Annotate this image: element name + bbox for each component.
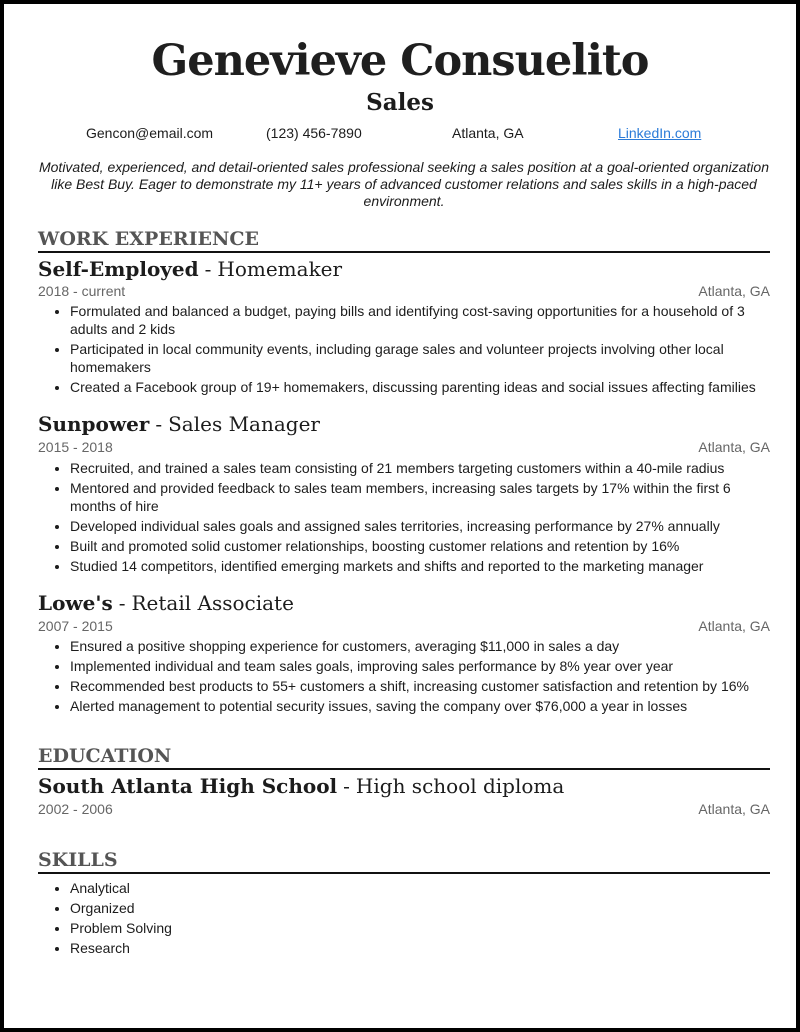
education-location: Atlanta, GA: [698, 801, 770, 817]
job-header: [38, 591, 770, 615]
list-item: • Research: [70, 939, 768, 957]
list-item: • Recruited, and trained a sales team consisting of 21 members targeting customers within a 40-mile radius: [70, 459, 768, 477]
job-bullets: [38, 637, 768, 717]
job-position: Retail Associate: [131, 591, 294, 615]
list-item: • Studied 14 competitors, identified emerging markets and shifts and reported to the marketing manager: [70, 557, 768, 575]
job-dates: 2007 - 2015: [38, 618, 113, 634]
job-header: [38, 412, 770, 436]
job-location: Atlanta, GA: [698, 618, 770, 634]
professional-summary: Motivated, experienced, and detail-oriented sales professional seeking a sales position at a goal-oriented organization like Best Buy. Eager to demonstrate my 11+ years of advanced customer relations and sales skills in a high-paced environment.: [38, 159, 769, 209]
list-item: • Mentored and provided feedback to sales team members, increasing sales targets by 17% within the first 6 months of hire: [70, 479, 768, 515]
job-location: Atlanta, GA: [698, 283, 770, 299]
job-company: Self-Employed: [38, 257, 199, 281]
job-dates: 2018 - current: [38, 283, 126, 299]
linkedin-link[interactable]: LinkedIn.com: [618, 125, 702, 141]
job-separator: -: [118, 591, 126, 615]
work-experience-heading: WORK EXPERIENCE: [38, 228, 770, 253]
job-dates: 2015 - 2018: [38, 439, 113, 455]
job-meta: [38, 438, 770, 456]
list-item: • Created a Facebook group of 19+ homemakers, discussing parenting ideas and social issues affecting families: [70, 378, 768, 396]
skills-heading: SKILLS: [38, 849, 770, 874]
list-item: • Problem Solving: [70, 919, 768, 937]
list-item: • Ensured a positive shopping experience for customers, averaging $11,000 in sales a day: [70, 637, 768, 655]
list-item: • Implemented individual and team sales goals, improving sales performance by 8% year over year: [70, 657, 768, 675]
candidate-role: Sales: [366, 89, 434, 116]
contact-location: Atlanta, GA: [452, 125, 524, 141]
list-item: • Analytical: [70, 879, 768, 897]
job-header: [38, 257, 770, 281]
job-bullets: [38, 459, 768, 577]
job-meta: [38, 617, 770, 635]
list-item: • Organized: [70, 899, 768, 917]
list-item: • Participated in local community events, including garage sales and volunteer projects involving other local homemakers: [70, 340, 768, 376]
job-company: Sunpower: [38, 412, 150, 436]
job-position: Sales Manager: [168, 412, 320, 436]
skills-list: [38, 879, 768, 959]
job-position: Homemaker: [217, 257, 343, 281]
job-bullets: [38, 302, 768, 398]
school-name: South Atlanta High School: [38, 774, 338, 798]
job-separator: -: [204, 257, 212, 281]
contact-email: Gencon@email.com: [86, 125, 214, 141]
contact-phone: (123) 456-7890: [266, 125, 362, 141]
job-meta: [38, 282, 770, 300]
degree: High school diploma: [355, 774, 565, 798]
job-location: Atlanta, GA: [698, 439, 770, 455]
education-separator: -: [343, 774, 350, 798]
education-meta: [38, 800, 770, 818]
list-item: • Built and promoted solid customer relationships, boosting customer relations and retention by 16%: [70, 537, 768, 555]
job-separator: -: [155, 412, 163, 436]
job-company: Lowe's: [38, 591, 113, 615]
list-item: • Recommended best products to 55+ customers a shift, increasing customer satisfaction and retention by 16%: [70, 677, 768, 695]
candidate-name: Genevieve Consuelito: [151, 36, 649, 86]
education-dates: 2002 - 2006: [38, 801, 113, 817]
education-header: [38, 774, 770, 798]
list-item: • Formulated and balanced a budget, paying bills and identifying cost-saving opportunities for a household of 3 adults and 2 kids: [70, 302, 768, 338]
list-item: • Developed individual sales goals and assigned sales territories, increasing performance by 27% annually: [70, 517, 768, 535]
education-heading: EDUCATION: [38, 745, 770, 770]
list-item: • Alerted management to potential security issues, saving the company over $76,000 a year in losses: [70, 697, 768, 715]
